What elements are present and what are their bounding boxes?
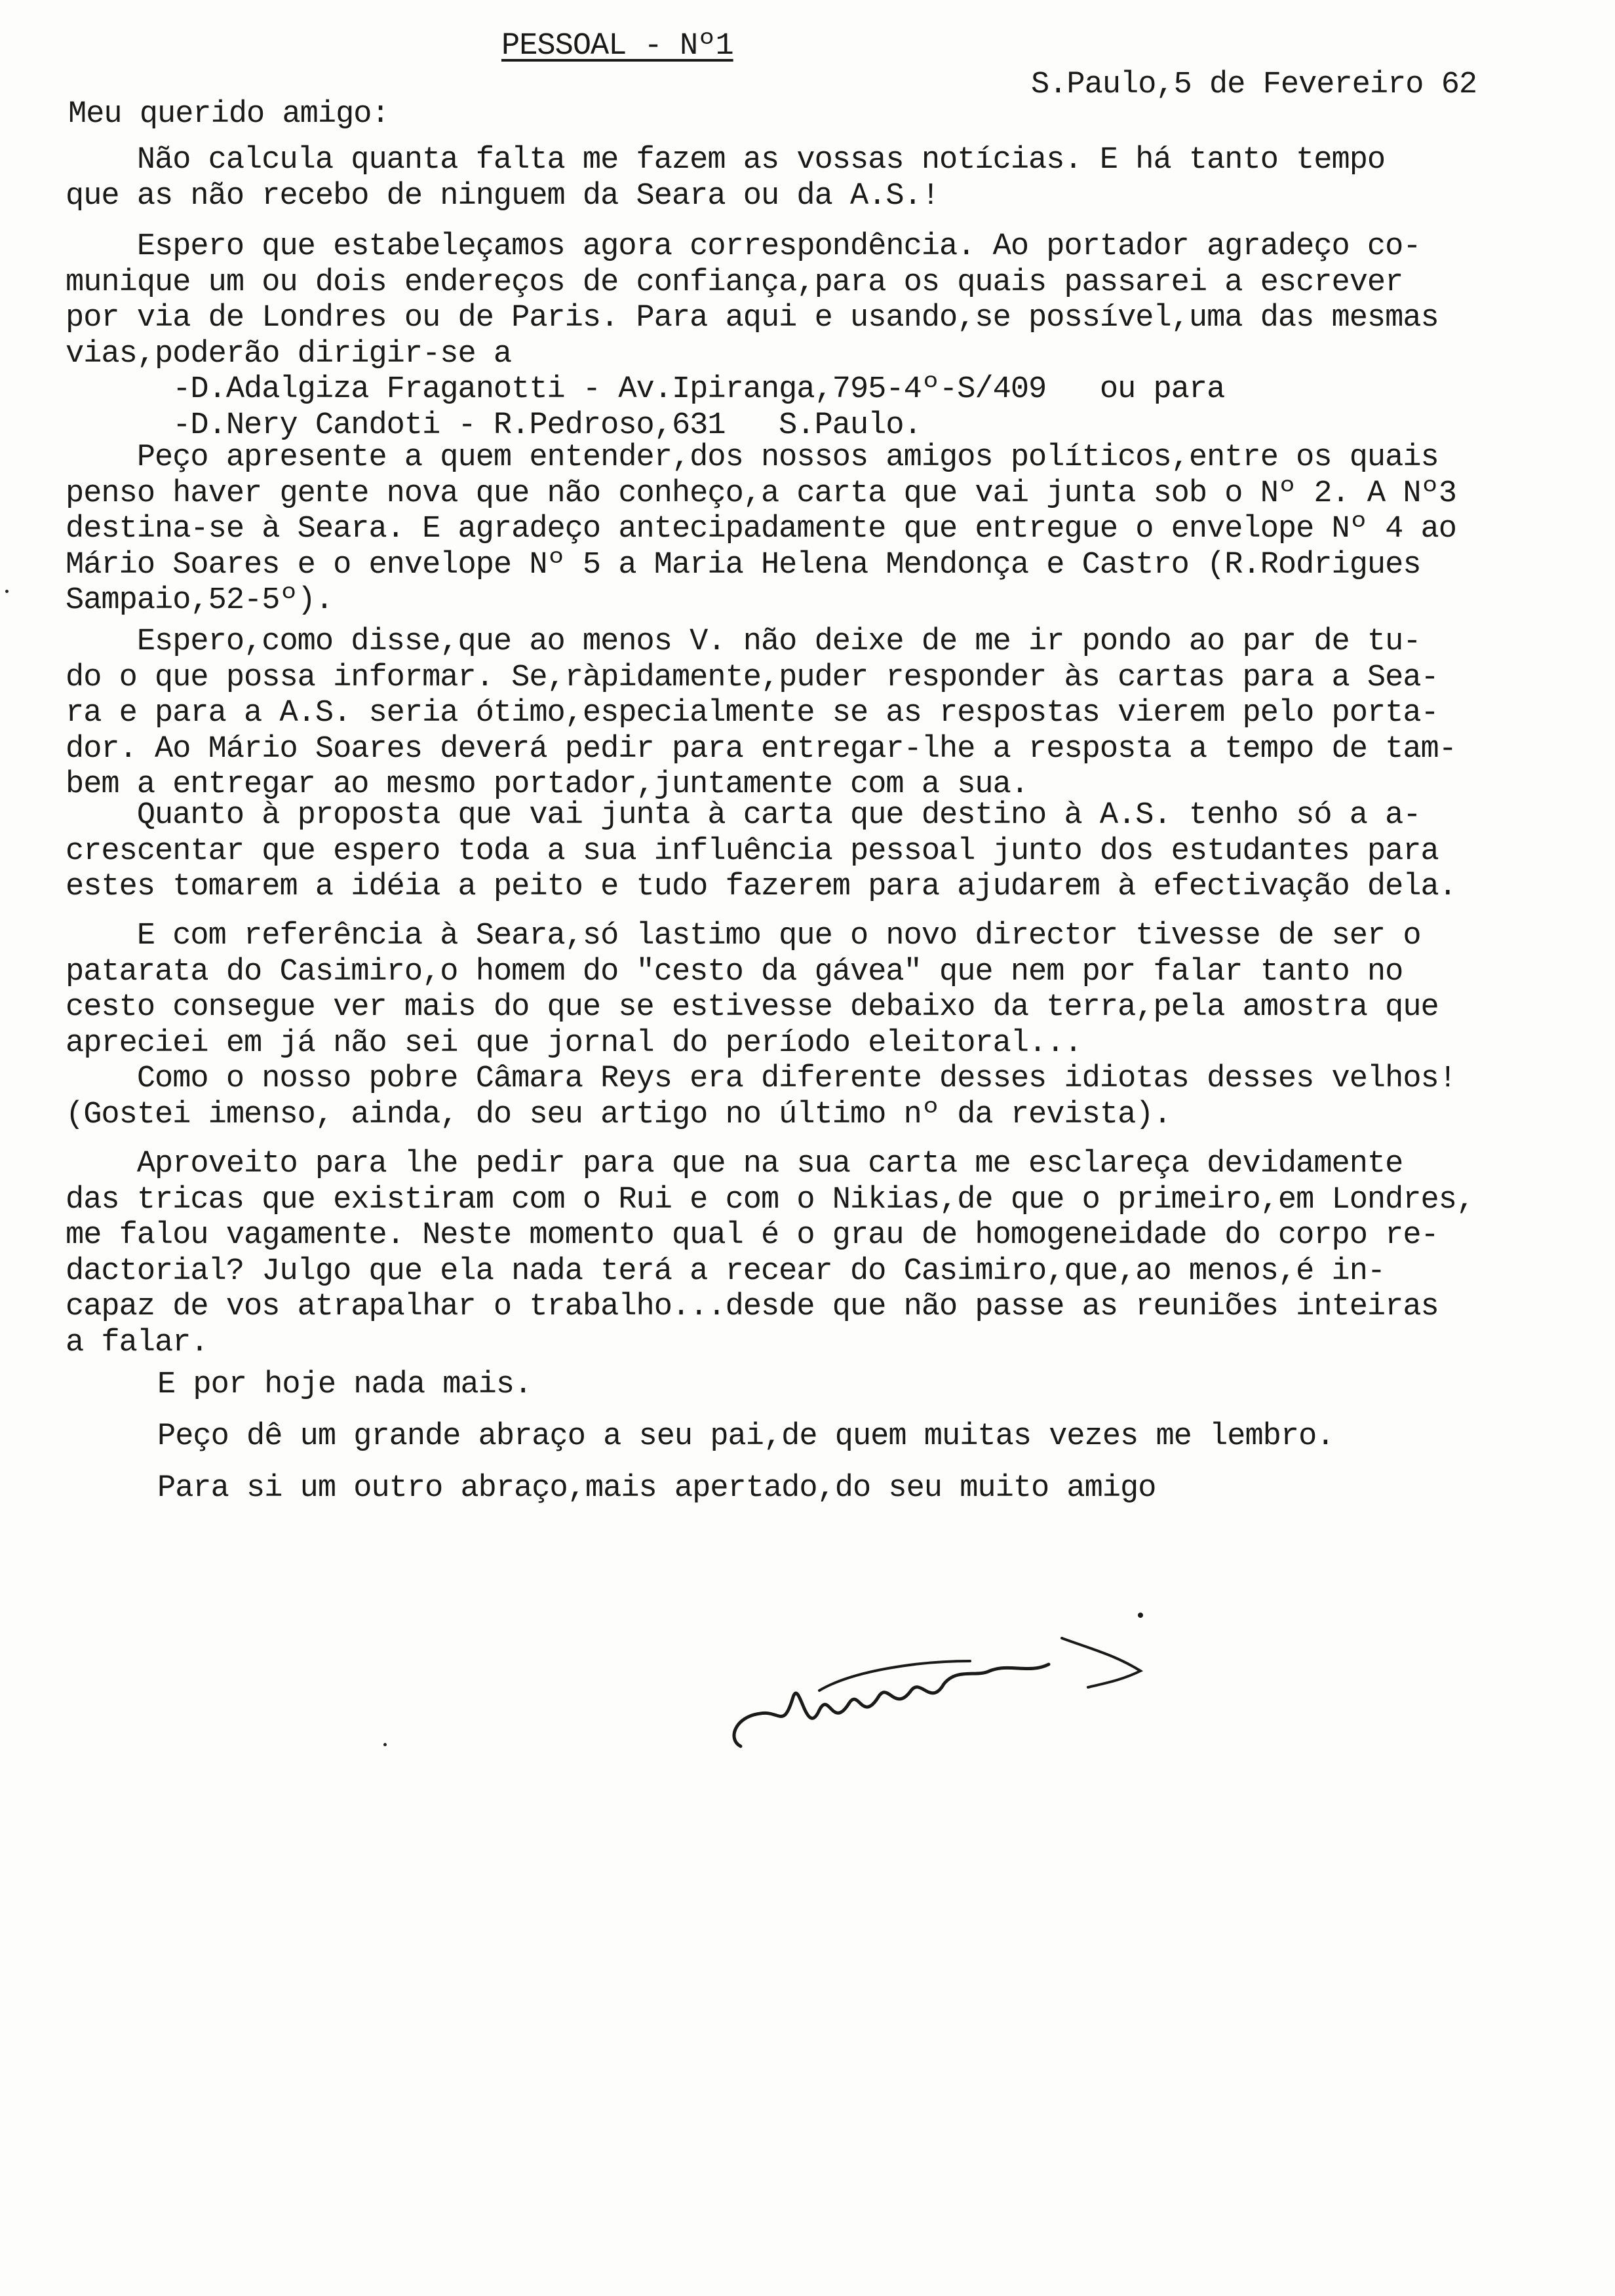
text-line: do o que possa informar. Se,ràpidamente,puder responder às cartas para a Sea- (66, 660, 1439, 695)
text-line: ra e para a A.S. seria ótimo,especialmente se as respostas vierem pelo porta- (66, 696, 1439, 731)
text-line: Peço apresente a quem entender,dos nossos amigos políticos,entre os quais (66, 440, 1439, 475)
text-line: dactorial? Julgo que ela nada terá a recear do Casimiro,que,ao menos,é in- (66, 1253, 1386, 1289)
paper-speck (383, 1743, 387, 1746)
text-line: Aproveito para lhe pedir para que na sua carta me esclareça devidamente (66, 1147, 1403, 1181)
paragraph-6 (66, 919, 1573, 1133)
paragraph-7 (66, 1147, 1573, 1361)
text-line: vias,poderão dirigir-se a (66, 336, 512, 372)
text-line: E com referência à Seara,só lastimo que o novo director tivesse de ser o (66, 919, 1421, 953)
handwritten-signature (721, 1599, 1180, 1769)
margin-mark (5, 590, 9, 593)
text-line: Sampaio,52-5º). (66, 583, 334, 618)
text-line: destina-se à Seara. E agradeço antecipadamente que entregue o envelope Nº 4 ao (66, 512, 1456, 546)
text-line: a falar. (66, 1325, 208, 1360)
letter-title: PESSOAL - Nº1 (501, 29, 733, 64)
text-line: munique um ou dois endereços de confiança,para os quais passarei a escrever (66, 265, 1403, 300)
address-line: -D.Nery Candoti - R.Pedroso,631 S.Paulo. (66, 408, 922, 443)
paragraph-3 (66, 440, 1573, 619)
text-line: Espero,como disse,que ao menos V. não deixe de me ir pondo ao par de tu- (66, 624, 1421, 659)
paragraph-5 (66, 798, 1573, 906)
text-line: cesto consegue ver mais do que se estivesse debaixo da terra,pela amostra que (66, 990, 1439, 1025)
text-line: dor. Ao Mário Soares deverá pedir para entregar-lhe a resposta a tempo de tam- (66, 731, 1456, 767)
salutation: Meu querido amigo: (68, 97, 389, 132)
text-line: Espero que estabeleçamos agora correspondência. Ao portador agradeço co- (66, 229, 1421, 264)
text-line: (Gostei imenso, ainda, do seu artigo no último nº da revista). (66, 1097, 1171, 1132)
address-line: -D.Adalgiza Fraganotti - Av.Ipiranga,795-4º-S/409 ou para (66, 372, 1225, 407)
text-line: penso haver gente nova que não conheço,a carta que vai junta sob o Nº 2. A Nº3 (66, 476, 1456, 511)
text-line: crescentar que espero toda a sua influência pessoal junto dos estudantes para (66, 833, 1439, 869)
text-line: bem a entregar ao mesmo portador,juntamente com a sua. (66, 767, 1029, 802)
text-line: por via de Londres ou de Paris. Para aqui e usando,se possível,uma das mesmas (66, 301, 1439, 335)
text-line: Como o nosso pobre Câmara Reys era diferente desses idiotas desses velhos! (66, 1062, 1456, 1096)
paragraph-2 (66, 229, 1573, 444)
text-line: me falou vagamente. Neste momento qual é o grau de homogeneidade do corpo re- (66, 1218, 1439, 1253)
text-line: que as não recebo de ninguem da Seara ou da A.S.! (66, 178, 940, 214)
text-line: Mário Soares e o envelope Nº 5 a Maria Helena Mendonça e Castro (R.Rodrigues (66, 547, 1421, 583)
text-line: Não calcula quanta falta me fazem as vossas notícias. E há tanto tempo (66, 143, 1386, 178)
text-line: das tricas que existiram com o Rui e com o Nikias,de que o primeiro,em Londres, (66, 1182, 1475, 1217)
paragraph-4 (66, 624, 1573, 803)
paragraph-1 (66, 143, 1573, 214)
closing-line: Para si um outro abraço,mais apertado,do seu muito amigo (157, 1471, 1156, 1506)
text-line: Quanto à proposta que vai junta à carta que destino à A.S. tenho só a a- (66, 798, 1421, 833)
text-line: patarata do Casimiro,o homem do "cesto da gávea" que nem por falar tanto no (66, 954, 1403, 989)
text-line: estes tomarem a idéia a peito e tudo fazerem para ajudarem à efectivação dela. (66, 870, 1456, 904)
text-line: apreciei em já não sei que jornal do período eleitoral... (66, 1025, 1082, 1061)
closing-line: Peço dê um grande abraço a seu pai,de quem muitas vezes me lembro. (157, 1419, 1334, 1454)
text-line: capaz de vos atrapalhar o trabalho...desde que não passe as reuniões inteiras (66, 1290, 1439, 1324)
letter-date: S.Paulo,5 de Fevereiro 62 (1031, 67, 1477, 102)
closing-line: E por hoje nada mais. (157, 1368, 532, 1402)
